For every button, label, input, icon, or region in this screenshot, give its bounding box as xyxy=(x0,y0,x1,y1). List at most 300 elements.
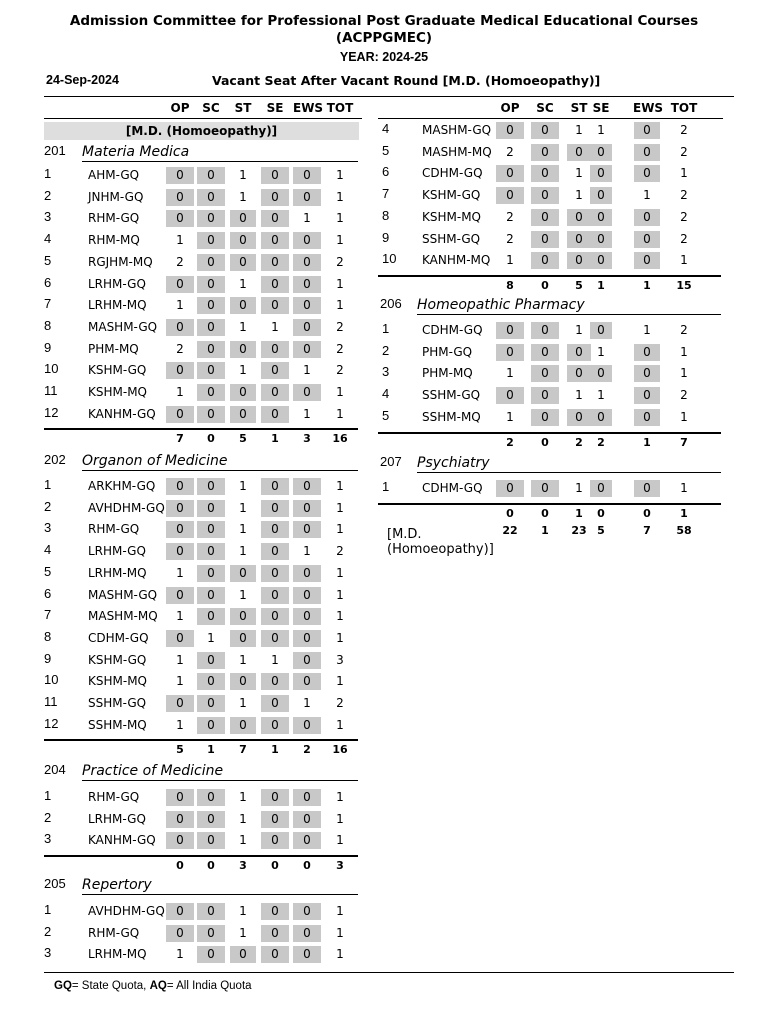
row-total-cell: 1 xyxy=(336,233,344,248)
seat-cell-ews: 0 xyxy=(293,925,321,942)
department-total-se: 2 xyxy=(597,435,605,449)
seat-cell-se: 1 xyxy=(271,319,279,334)
row-number: 11 xyxy=(44,383,58,398)
seat-cell-se: 0 xyxy=(261,811,289,828)
college-code: MASHM-GQ xyxy=(88,319,158,334)
row-total-cell: 1 xyxy=(680,409,688,424)
row-number: 2 xyxy=(382,342,390,358)
college-code: CDHM-GQ xyxy=(422,323,483,337)
seat-cell-se: 0 xyxy=(261,478,289,495)
department-code: 207 xyxy=(380,454,402,469)
department-rule xyxy=(417,472,721,473)
department-total-ews: 1 xyxy=(643,278,651,292)
department-total-sc: 0 xyxy=(541,435,549,449)
seat-cell-st: 0 xyxy=(230,608,256,625)
seat-cell-se: 0 xyxy=(590,165,612,182)
year-label: YEAR: 2024-25 xyxy=(339,50,429,64)
row-number: 2 xyxy=(44,809,52,825)
group-banner: [M.D. (Homoeopathy)] xyxy=(44,122,359,140)
grand-total-ews: 7 xyxy=(643,524,651,537)
seat-cell-se: 0 xyxy=(261,946,289,963)
seat-cell-st: 0 xyxy=(230,717,256,734)
seat-cell-st: 0 xyxy=(230,384,256,401)
seat-cell-st: 0 xyxy=(230,630,256,647)
college-code: AHM-GQ xyxy=(88,168,140,182)
seat-cell-ews: 0 xyxy=(293,946,321,963)
column-header-sc: SC xyxy=(202,101,220,115)
row-number: 5 xyxy=(382,142,390,158)
seat-cell-sc: 1 xyxy=(207,630,215,645)
seat-cell-st: 0 xyxy=(567,409,591,426)
seat-cell-sc: 0 xyxy=(197,789,225,806)
seat-cell-sc: 0 xyxy=(531,365,559,382)
row-number: 2 xyxy=(44,187,52,203)
column-header-tot: TOT xyxy=(326,101,354,115)
seat-cell-sc: 0 xyxy=(531,231,559,248)
seat-cell-ews: 0 xyxy=(293,587,321,604)
column-header-st: ST xyxy=(234,101,252,115)
grand-total-tot: 58 xyxy=(676,524,692,537)
college-code: RHM-GQ xyxy=(88,925,140,940)
row-total-cell: 1 xyxy=(336,790,344,804)
seat-cell-sc: 0 xyxy=(197,254,225,271)
row-total-cell: 1 xyxy=(336,587,344,602)
seat-cell-op: 0 xyxy=(166,406,194,423)
row-number: 1 xyxy=(44,788,52,803)
department-name: Repertory xyxy=(82,877,152,893)
seat-cell-st: 0 xyxy=(567,231,591,248)
row-total-cell: 1 xyxy=(336,298,344,313)
seat-cell-se: 0 xyxy=(261,521,289,538)
college-code: RGJHM-MQ xyxy=(88,254,153,269)
row-total-cell: 2 xyxy=(680,209,688,224)
department-rule xyxy=(82,470,358,471)
row-number: 9 xyxy=(44,650,52,666)
seat-cell-op: 0 xyxy=(496,387,524,404)
department-code: 204 xyxy=(44,762,66,777)
seat-cell-ews: 0 xyxy=(293,630,321,647)
seat-cell-op: 0 xyxy=(166,811,194,828)
college-code: PHM-MQ xyxy=(422,366,473,381)
row-number: 7 xyxy=(44,296,52,312)
seat-cell-op: 1 xyxy=(506,366,514,381)
seat-cell-sc: 0 xyxy=(197,362,225,379)
department-name: Materia Medica xyxy=(82,144,190,160)
seat-cell-st: 1 xyxy=(239,168,247,182)
college-code: KSHM-GQ xyxy=(88,363,147,378)
seat-cell-op: 2 xyxy=(506,144,514,159)
seat-cell-ews: 0 xyxy=(293,189,321,206)
department-total-sc: 0 xyxy=(207,859,215,873)
seat-cell-se: 0 xyxy=(261,254,289,271)
seat-cell-ews: 0 xyxy=(293,478,321,495)
seat-cell-se: 0 xyxy=(261,925,289,942)
seat-cell-st: 0 xyxy=(230,565,256,582)
seat-cell-se: 0 xyxy=(590,144,612,161)
row-total-cell: 2 xyxy=(680,144,688,159)
department-total-op: 7 xyxy=(176,432,184,446)
seat-cell-se: 0 xyxy=(261,695,289,712)
seat-cell-op: 0 xyxy=(166,319,194,336)
row-total-cell: 2 xyxy=(336,544,344,559)
seat-cell-op: 0 xyxy=(166,189,194,206)
department-rule xyxy=(82,780,358,781)
seat-cell-sc: 0 xyxy=(197,717,225,734)
row-total-cell: 1 xyxy=(336,565,344,580)
college-code: SSHM-GQ xyxy=(422,231,481,246)
college-code: JNHM-GQ xyxy=(88,189,144,204)
row-total-cell: 2 xyxy=(680,231,688,246)
college-code: CDHM-GQ xyxy=(422,481,483,495)
seat-cell-op: 2 xyxy=(176,254,184,269)
department-total-se: 0 xyxy=(597,506,605,520)
seat-cell-ews: 0 xyxy=(634,165,660,182)
row-total-cell: 1 xyxy=(680,166,688,181)
seat-cell-se: 0 xyxy=(261,565,289,582)
gq-text: = State Quota, xyxy=(71,980,150,992)
seat-cell-se: 1 xyxy=(271,652,279,667)
seat-cell-ews: 0 xyxy=(293,500,321,517)
seat-cell-sc: 0 xyxy=(197,608,225,625)
row-total-cell: 2 xyxy=(680,323,688,337)
college-code: RHM-MQ xyxy=(88,233,140,248)
row-total-cell: 1 xyxy=(336,522,344,537)
department-rule xyxy=(82,894,358,895)
seat-cell-ews: 1 xyxy=(303,363,311,378)
college-code: AVHDHM-GQ xyxy=(88,904,165,918)
row-number: 3 xyxy=(44,520,52,536)
seat-cell-op: 1 xyxy=(176,385,184,399)
seat-cell-op: 1 xyxy=(176,947,184,962)
seat-cell-st: 0 xyxy=(230,254,256,271)
seat-cell-se: 0 xyxy=(261,189,289,206)
document-title: Admission Committee for Professional Post Graduate Medical Educational Courses xyxy=(69,13,699,29)
seat-cell-sc: 0 xyxy=(531,387,559,404)
seat-cell-sc: 0 xyxy=(197,925,225,942)
seat-cell-op: 0 xyxy=(496,165,524,182)
department-code: 206 xyxy=(380,296,402,311)
seat-cell-se: 0 xyxy=(590,187,612,204)
seat-cell-op: 0 xyxy=(166,925,194,942)
seat-cell-ews: 0 xyxy=(634,231,660,248)
seat-cell-se: 1 xyxy=(597,388,605,403)
seat-cell-ews: 0 xyxy=(293,521,321,538)
seat-cell-se: 0 xyxy=(261,210,289,227)
column-header-ews-right: EWS xyxy=(633,101,664,115)
row-number: 3 xyxy=(382,364,390,380)
seat-cell-op: 2 xyxy=(506,209,514,224)
row-number: 4 xyxy=(382,121,390,136)
seat-cell-se: 0 xyxy=(261,341,289,358)
seat-cell-st: 1 xyxy=(239,587,247,602)
seat-cell-ews: 1 xyxy=(303,406,311,421)
department-total-ews: 0 xyxy=(643,506,651,520)
row-total-cell: 2 xyxy=(680,388,688,403)
seat-cell-ews: 0 xyxy=(293,565,321,582)
seat-cell-sc: 0 xyxy=(531,144,559,161)
seat-cell-se: 0 xyxy=(261,673,289,690)
row-number: 4 xyxy=(44,231,52,247)
seat-cell-st: 0 xyxy=(567,365,591,382)
department-total-se: 0 xyxy=(271,859,279,873)
row-number: 6 xyxy=(382,164,390,180)
seat-cell-ews: 1 xyxy=(303,544,311,559)
seat-cell-sc: 0 xyxy=(197,406,225,423)
totals-rule xyxy=(378,432,721,434)
seat-cell-se: 0 xyxy=(261,832,289,849)
seat-cell-st: 1 xyxy=(239,811,247,826)
seat-cell-op: 0 xyxy=(496,322,524,339)
college-code: MASHM-GQ xyxy=(88,587,158,602)
seat-cell-st: 1 xyxy=(239,479,247,493)
seat-cell-op: 1 xyxy=(176,298,184,313)
row-number: 6 xyxy=(44,585,52,601)
seat-cell-st: 1 xyxy=(239,319,247,334)
row-total-cell: 2 xyxy=(336,254,344,269)
document-subtitle: (ACPPGMEC) xyxy=(335,30,433,46)
seat-cell-sc: 0 xyxy=(197,832,225,849)
department-rule xyxy=(417,314,721,315)
seat-cell-ews: 0 xyxy=(634,122,660,139)
row-number: 5 xyxy=(44,563,52,579)
college-code: RHM-GQ xyxy=(88,211,140,226)
college-code: RHM-GQ xyxy=(88,790,140,804)
totals-rule xyxy=(378,503,721,505)
seat-cell-op: 0 xyxy=(166,630,194,647)
row-total-cell: 1 xyxy=(680,366,688,381)
row-total-cell: 1 xyxy=(680,253,688,268)
department-total-op: 5 xyxy=(176,743,184,757)
seat-cell-se: 0 xyxy=(590,322,612,339)
row-number: 12 xyxy=(44,404,59,420)
college-code: KANHM-GQ xyxy=(88,406,156,421)
seat-cell-se: 0 xyxy=(261,276,289,293)
row-total-cell: 1 xyxy=(336,189,344,204)
seat-cell-se: 0 xyxy=(590,231,612,248)
college-code: LRHM-GQ xyxy=(88,811,146,826)
seat-cell-st: 1 xyxy=(239,925,247,940)
seat-cell-ews: 0 xyxy=(293,254,321,271)
college-code: LRHM-GQ xyxy=(88,544,146,559)
seat-cell-se: 0 xyxy=(590,365,612,382)
department-total-tot: 15 xyxy=(676,278,692,292)
seat-cell-st: 1 xyxy=(239,696,247,710)
department-total-sc: 0 xyxy=(541,506,549,520)
row-total-cell: 1 xyxy=(336,168,344,182)
college-code: RHM-GQ xyxy=(88,522,140,537)
seat-cell-se: 0 xyxy=(261,903,289,920)
row-total-cell: 1 xyxy=(336,385,344,399)
row-total-cell: 2 xyxy=(336,341,344,356)
row-number: 7 xyxy=(382,186,390,202)
college-code: SSHM-MQ xyxy=(422,409,481,424)
row-total-cell: 1 xyxy=(336,904,344,918)
seat-cell-op: 0 xyxy=(166,210,194,227)
seat-cell-st: 1 xyxy=(239,904,247,918)
seat-cell-sc: 0 xyxy=(531,480,559,497)
college-code: ARKHM-GQ xyxy=(88,479,156,493)
quota-legend xyxy=(54,980,252,992)
college-code: KSHM-MQ xyxy=(422,209,481,224)
college-code: SSHM-GQ xyxy=(88,696,147,710)
seat-cell-ews: 0 xyxy=(293,297,321,314)
row-number: 8 xyxy=(44,628,52,644)
seat-cell-se: 1 xyxy=(597,344,605,359)
seat-cell-op: 1 xyxy=(176,652,184,667)
seat-cell-op: 0 xyxy=(496,344,524,361)
seat-cell-ews: 0 xyxy=(293,673,321,690)
seat-cell-se: 0 xyxy=(261,500,289,517)
seat-cell-op: 0 xyxy=(166,362,194,379)
seat-cell-op: 0 xyxy=(166,276,194,293)
college-code: CDHM-GQ xyxy=(422,166,483,181)
row-total-cell: 1 xyxy=(680,481,688,495)
seat-cell-st: 1 xyxy=(575,188,583,203)
seat-cell-ews: 0 xyxy=(293,167,321,184)
seat-cell-sc: 0 xyxy=(531,252,559,269)
seat-cell-se: 0 xyxy=(261,232,289,249)
row-total-cell: 1 xyxy=(336,211,344,226)
row-number: 10 xyxy=(44,361,59,377)
seat-cell-sc: 0 xyxy=(197,189,225,206)
college-code: AVHDHM-GQ xyxy=(88,500,165,515)
department-total-st: 5 xyxy=(575,278,583,292)
seat-cell-se: 0 xyxy=(261,587,289,604)
seat-cell-op: 0 xyxy=(166,903,194,920)
college-code: SSHM-MQ xyxy=(88,717,147,732)
row-number: 10 xyxy=(382,251,397,267)
seat-cell-ews: 0 xyxy=(293,832,321,849)
column-header-ews: EWS xyxy=(293,101,324,115)
seat-cell-st: 1 xyxy=(575,166,583,181)
seat-cell-sc: 0 xyxy=(197,500,225,517)
row-number: 3 xyxy=(44,831,52,847)
row-number: 9 xyxy=(382,229,390,245)
grand-total-label: [M.D. (Homoeopathy)] xyxy=(387,527,494,557)
seat-cell-sc: 0 xyxy=(531,409,559,426)
seat-cell-ews: 0 xyxy=(634,252,660,269)
seat-cell-op: 1 xyxy=(176,674,184,689)
seat-cell-op: 0 xyxy=(496,187,524,204)
seat-cell-st: 0 xyxy=(230,297,256,314)
department-total-se: 1 xyxy=(597,278,605,292)
college-code: MASHM-GQ xyxy=(422,123,492,137)
row-total-cell: 1 xyxy=(336,674,344,689)
header-top-rule xyxy=(44,96,734,97)
row-total-cell: 1 xyxy=(680,344,688,359)
seat-cell-se: 0 xyxy=(261,167,289,184)
seat-cell-sc: 0 xyxy=(197,903,225,920)
college-code: KANHM-GQ xyxy=(88,833,156,848)
seat-cell-ews: 0 xyxy=(634,480,660,497)
gq-key: GQ xyxy=(54,980,72,992)
seat-cell-op: 0 xyxy=(166,587,194,604)
department-total-tot: 16 xyxy=(332,432,348,446)
department-total-sc: 0 xyxy=(541,278,549,292)
department-total-st: 7 xyxy=(239,743,247,757)
college-code: KSHM-GQ xyxy=(422,188,481,203)
seat-cell-st: 1 xyxy=(239,363,247,378)
seat-cell-st: 1 xyxy=(575,323,583,337)
seat-cell-sc: 0 xyxy=(531,322,559,339)
row-total-cell: 1 xyxy=(336,276,344,291)
college-code: SSHM-GQ xyxy=(422,388,481,403)
row-number: 1 xyxy=(44,166,52,181)
seat-cell-st: 0 xyxy=(567,252,591,269)
department-total-st: 1 xyxy=(575,506,583,520)
department-name: Organon of Medicine xyxy=(82,453,228,469)
department-total-tot: 1 xyxy=(680,506,688,520)
row-total-cell: 1 xyxy=(336,833,344,848)
seat-cell-se: 0 xyxy=(261,717,289,734)
department-total-se: 1 xyxy=(271,432,279,446)
seat-cell-sc: 0 xyxy=(197,167,225,184)
column-header-se-right: SE xyxy=(592,101,610,115)
row-number: 3 xyxy=(44,209,52,225)
seat-cell-sc: 0 xyxy=(197,587,225,604)
seat-cell-st: 0 xyxy=(230,946,256,963)
row-total-cell: 1 xyxy=(336,500,344,515)
seat-cell-se: 0 xyxy=(261,406,289,423)
department-total-st: 2 xyxy=(575,435,583,449)
department-total-tot: 3 xyxy=(336,859,344,873)
seat-cell-ews: 1 xyxy=(643,323,651,337)
department-total-ews: 1 xyxy=(643,435,651,449)
seat-cell-se: 0 xyxy=(590,409,612,426)
seat-cell-sc: 0 xyxy=(197,297,225,314)
row-total-cell: 2 xyxy=(336,696,344,710)
department-total-st: 5 xyxy=(239,432,247,446)
row-total-cell: 2 xyxy=(680,123,688,137)
college-code: LRHM-GQ xyxy=(88,276,146,291)
seat-cell-se: 0 xyxy=(261,789,289,806)
seat-cell-ews: 0 xyxy=(293,717,321,734)
round-title: Vacant Seat After Vacant Round [M.D. (Homoeopathy)] xyxy=(212,73,601,88)
totals-rule xyxy=(44,855,358,857)
seat-cell-sc: 0 xyxy=(531,165,559,182)
row-number: 11 xyxy=(44,694,58,709)
seat-cell-st: 0 xyxy=(230,341,256,358)
seat-cell-sc: 0 xyxy=(197,478,225,495)
row-number: 8 xyxy=(44,317,52,333)
seat-cell-op: 0 xyxy=(166,521,194,538)
seat-cell-sc: 0 xyxy=(197,384,225,401)
row-total-cell: 2 xyxy=(336,319,344,334)
row-number: 5 xyxy=(44,252,52,268)
seat-cell-ews: 0 xyxy=(634,387,660,404)
column-header-op-right: OP xyxy=(500,101,520,115)
seat-cell-op: 1 xyxy=(506,253,514,268)
seat-cell-sc: 0 xyxy=(197,276,225,293)
college-code: CDHM-GQ xyxy=(88,630,149,645)
aq-key: AQ xyxy=(149,980,167,992)
grand-total-op: 22 xyxy=(502,524,518,537)
college-code: MASHM-MQ xyxy=(88,609,158,624)
column-header-se: SE xyxy=(266,101,284,115)
seat-cell-op: 0 xyxy=(166,789,194,806)
seat-cell-st: 0 xyxy=(230,673,256,690)
department-name: Practice of Medicine xyxy=(82,763,224,779)
seat-cell-st: 0 xyxy=(230,406,256,423)
seat-cell-ews: 0 xyxy=(293,384,321,401)
row-total-cell: 3 xyxy=(336,652,344,667)
seat-cell-op: 0 xyxy=(166,167,194,184)
department-name: Homeopathic Pharmacy xyxy=(417,297,585,313)
seat-cell-st: 1 xyxy=(239,500,247,515)
seat-cell-sc: 0 xyxy=(531,209,559,226)
department-total-op: 0 xyxy=(506,506,514,520)
department-total-ews: 2 xyxy=(303,743,311,757)
